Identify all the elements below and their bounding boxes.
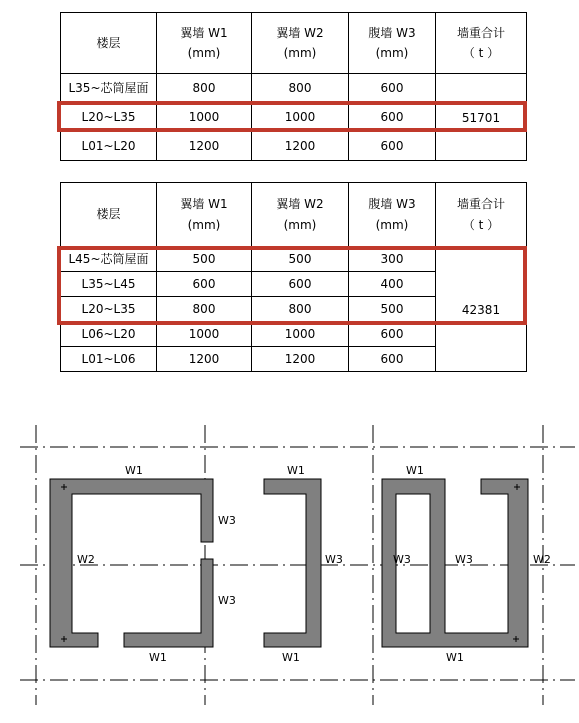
header-total: 墙重合计 （ t ） bbox=[436, 183, 527, 247]
cell-w3: 600 bbox=[349, 74, 436, 103]
header-w1: 翼墙 W1 (mm) bbox=[157, 183, 252, 247]
label-w3: W3 bbox=[393, 553, 411, 566]
cell-w3: 600 bbox=[349, 347, 436, 372]
cell-w1: 1200 bbox=[157, 347, 252, 372]
cell-w1: 1000 bbox=[157, 322, 252, 347]
cell-w3: 300 bbox=[349, 247, 436, 272]
label-w2: W2 bbox=[77, 553, 95, 566]
label-w1: W1 bbox=[406, 464, 424, 477]
cell-w2: 500 bbox=[252, 247, 349, 272]
cell-floor: L20~L35 bbox=[61, 297, 157, 322]
label-w3: W3 bbox=[455, 553, 473, 566]
cell-w2: 800 bbox=[252, 297, 349, 322]
label-w1: W1 bbox=[287, 464, 305, 477]
label-w2: W2 bbox=[533, 553, 551, 566]
cell-w2: 1200 bbox=[252, 132, 349, 161]
highlight-box bbox=[57, 101, 527, 132]
cell-w2: 1000 bbox=[252, 322, 349, 347]
cell-w3: 400 bbox=[349, 272, 436, 297]
header-total: 墙重合计 （ t ） bbox=[436, 13, 527, 74]
wall-section-bracket bbox=[264, 479, 321, 647]
cell-floor: L35~芯筒屋面 bbox=[61, 74, 157, 103]
cell-w3: 500 bbox=[349, 297, 436, 322]
label-w3: W3 bbox=[325, 553, 343, 566]
wall-section-c-shape bbox=[124, 559, 213, 647]
cell-total: 51701 bbox=[436, 74, 527, 161]
cell-w1: 500 bbox=[157, 247, 252, 272]
table-row bbox=[61, 322, 527, 347]
cell-floor: L45~芯筒屋面 bbox=[61, 247, 157, 272]
header-w2: 翼墙 W2 (mm) bbox=[252, 13, 349, 74]
cell-w2: 1200 bbox=[252, 347, 349, 372]
label-w3: W3 bbox=[218, 514, 236, 527]
cell-floor: L35~L45 bbox=[61, 272, 157, 297]
label-w1: W1 bbox=[282, 651, 300, 664]
label-w3: W3 bbox=[218, 594, 236, 607]
header-w1: 翼墙 W1 (mm) bbox=[157, 13, 252, 74]
cell-w1: 1000 bbox=[157, 103, 252, 132]
cell-w2: 1000 bbox=[252, 103, 349, 132]
cell-w1: 1200 bbox=[157, 132, 252, 161]
header-w3: 腹墙 W3 (mm) bbox=[349, 183, 436, 247]
wall-thickness-table-1 bbox=[60, 12, 527, 161]
cell-total-empty bbox=[436, 322, 527, 372]
label-w1: W1 bbox=[149, 651, 167, 664]
label-w1: W1 bbox=[125, 464, 143, 477]
core-wall-plan-drawing bbox=[0, 405, 579, 723]
cell-w2: 800 bbox=[252, 74, 349, 103]
cell-w1: 800 bbox=[157, 74, 252, 103]
cell-w2: 600 bbox=[252, 272, 349, 297]
wall-section-c-shape bbox=[50, 479, 213, 647]
header-w2: 翼墙 W2 (mm) bbox=[252, 183, 349, 247]
cell-floor: L20~L35 bbox=[61, 103, 157, 132]
header-floor: 楼层 bbox=[61, 183, 157, 247]
cell-floor: L06~L20 bbox=[61, 322, 157, 347]
cell-w3: 600 bbox=[349, 322, 436, 347]
highlight-box bbox=[57, 246, 527, 325]
cell-w3: 600 bbox=[349, 103, 436, 132]
cell-w1: 600 bbox=[157, 272, 252, 297]
header-w3: 腹墙 W3 (mm) bbox=[349, 13, 436, 74]
cell-w1: 800 bbox=[157, 297, 252, 322]
cell-total: 42381 bbox=[436, 247, 527, 322]
cell-floor: L01~L20 bbox=[61, 132, 157, 161]
cell-w3: 600 bbox=[349, 132, 436, 161]
header-floor: 楼层 bbox=[61, 13, 157, 74]
table-row bbox=[61, 74, 527, 103]
cell-floor: L01~L06 bbox=[61, 347, 157, 372]
label-w1: W1 bbox=[446, 651, 464, 664]
